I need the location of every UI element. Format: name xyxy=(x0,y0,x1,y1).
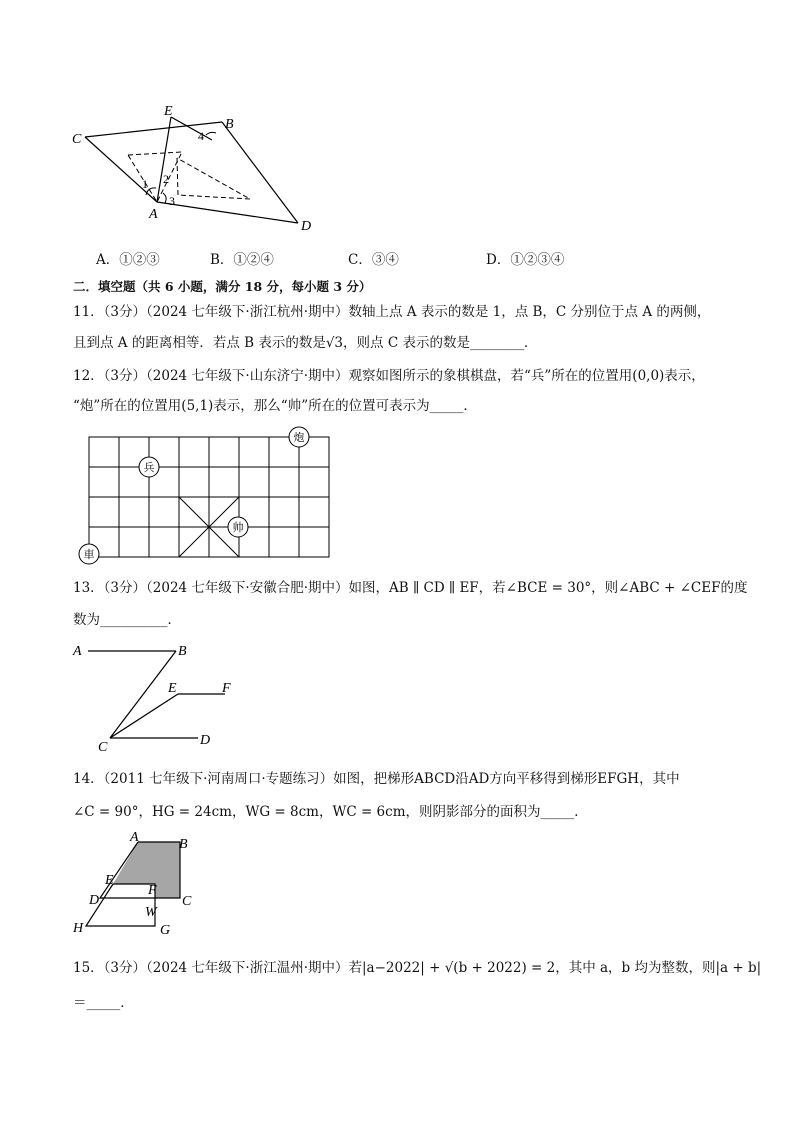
label-h: H xyxy=(73,921,84,936)
label-2: 2 xyxy=(163,172,169,186)
piece-shuai xyxy=(228,517,248,537)
q15-line1: 15．（3分）（2024 七年级下·浙江温州·期中）若|a−2022| + √(b + 2022) = 2，其中 a，b 均为整数，则|a + b| xyxy=(73,960,762,976)
q12-line1: 12．（3分）（2024 七年级下·山东济宁·期中）观察如图所示的象棋棋盘，若“兵”所在的位置用(0,0)表示， xyxy=(73,368,705,384)
label-f: F xyxy=(222,681,231,696)
label-b: B xyxy=(225,117,234,132)
label-1: 1 xyxy=(142,177,148,191)
label-d: D xyxy=(301,219,312,234)
line-ca xyxy=(85,137,157,202)
angle-arc-4 xyxy=(206,132,216,135)
chess-board xyxy=(72,425,337,565)
line-bd xyxy=(222,122,298,223)
q10-figure xyxy=(60,95,330,240)
angle-arc-2 xyxy=(163,193,166,203)
piece-pao xyxy=(289,427,309,447)
q14-line1: 14．（2011 七年级下·河南周口·专题练习）如图，把梯形ABCD沿AD方向平移得到梯形EFGH，其中 xyxy=(73,771,680,787)
label-e: E xyxy=(164,104,173,119)
q12-line2: “炮”所在的位置用(5,1)表示，那么“帅”所在的位置可表示为_____． xyxy=(73,398,477,414)
label-f: F xyxy=(148,883,157,898)
line-bc xyxy=(110,651,176,738)
svg-text:炮: 炮 xyxy=(293,431,305,444)
q11-line1: 11．（3分）（2024 七年级下·浙江杭州·期中）数轴上点 A 表示的数是 1，点 B，C 分别位于点 A 的两侧， xyxy=(73,304,711,320)
label-b: B xyxy=(179,837,188,852)
label-c: C xyxy=(72,132,82,147)
q10-option-a[interactable]: A．①②③ xyxy=(96,252,160,268)
label-g: G xyxy=(160,923,171,938)
label-d: D xyxy=(200,733,211,748)
label-e: E xyxy=(168,681,177,696)
label-a: A xyxy=(130,830,139,845)
q14-figure xyxy=(68,830,208,938)
svg-text:兵: 兵 xyxy=(143,461,155,474)
q15-line2: ＝_____． xyxy=(73,995,134,1011)
q11-line2: 且到点 A 的距离相等．若点 B 表示的数是√3，则点 C 表示的数是________． xyxy=(73,335,538,351)
label-c: C xyxy=(98,740,108,755)
piece-ju xyxy=(79,544,99,564)
section-heading: 二．填空题（共 6 小题，满分 18 分，每小题 3 分） xyxy=(73,279,372,294)
label-4: 4 xyxy=(198,129,204,143)
q10-option-d[interactable]: D．①②③④ xyxy=(486,252,565,268)
q10-option-c[interactable]: C．③④ xyxy=(348,252,399,268)
label-c: C xyxy=(182,894,192,909)
label-3: 3 xyxy=(169,194,175,208)
line-ae xyxy=(157,117,171,202)
line-eb2 xyxy=(171,117,212,140)
label-e: E xyxy=(105,873,114,888)
q10-option-b[interactable]: B．①②④ xyxy=(210,252,274,268)
label-b: B xyxy=(178,644,187,659)
svg-text:車: 車 xyxy=(83,548,95,561)
label-w: W xyxy=(145,905,157,920)
line-ad xyxy=(157,202,298,223)
dashed-triangle-2 xyxy=(177,158,250,199)
svg-text:帅: 帅 xyxy=(232,521,244,534)
q14-line2: ∠C = 90°，HG = 24cm，WG = 8cm，WC = 6cm，则阴影部分的面积为_____． xyxy=(73,804,588,820)
label-a: A xyxy=(149,207,158,222)
q13-figure xyxy=(70,638,240,756)
label-a: A xyxy=(73,644,82,659)
shaded-region xyxy=(113,842,180,898)
q13-line2: 数为__________． xyxy=(73,612,181,628)
piece-bing xyxy=(139,457,159,477)
q13-line1: 13．（3分）（2024 七年级下·安徽合肥·期中）如图，AB ∥ CD ∥ EF，若∠BCE = 30°，则∠ABC + ∠CEF的度 xyxy=(73,580,748,596)
line-ce xyxy=(110,694,178,738)
label-d: D xyxy=(89,893,100,908)
